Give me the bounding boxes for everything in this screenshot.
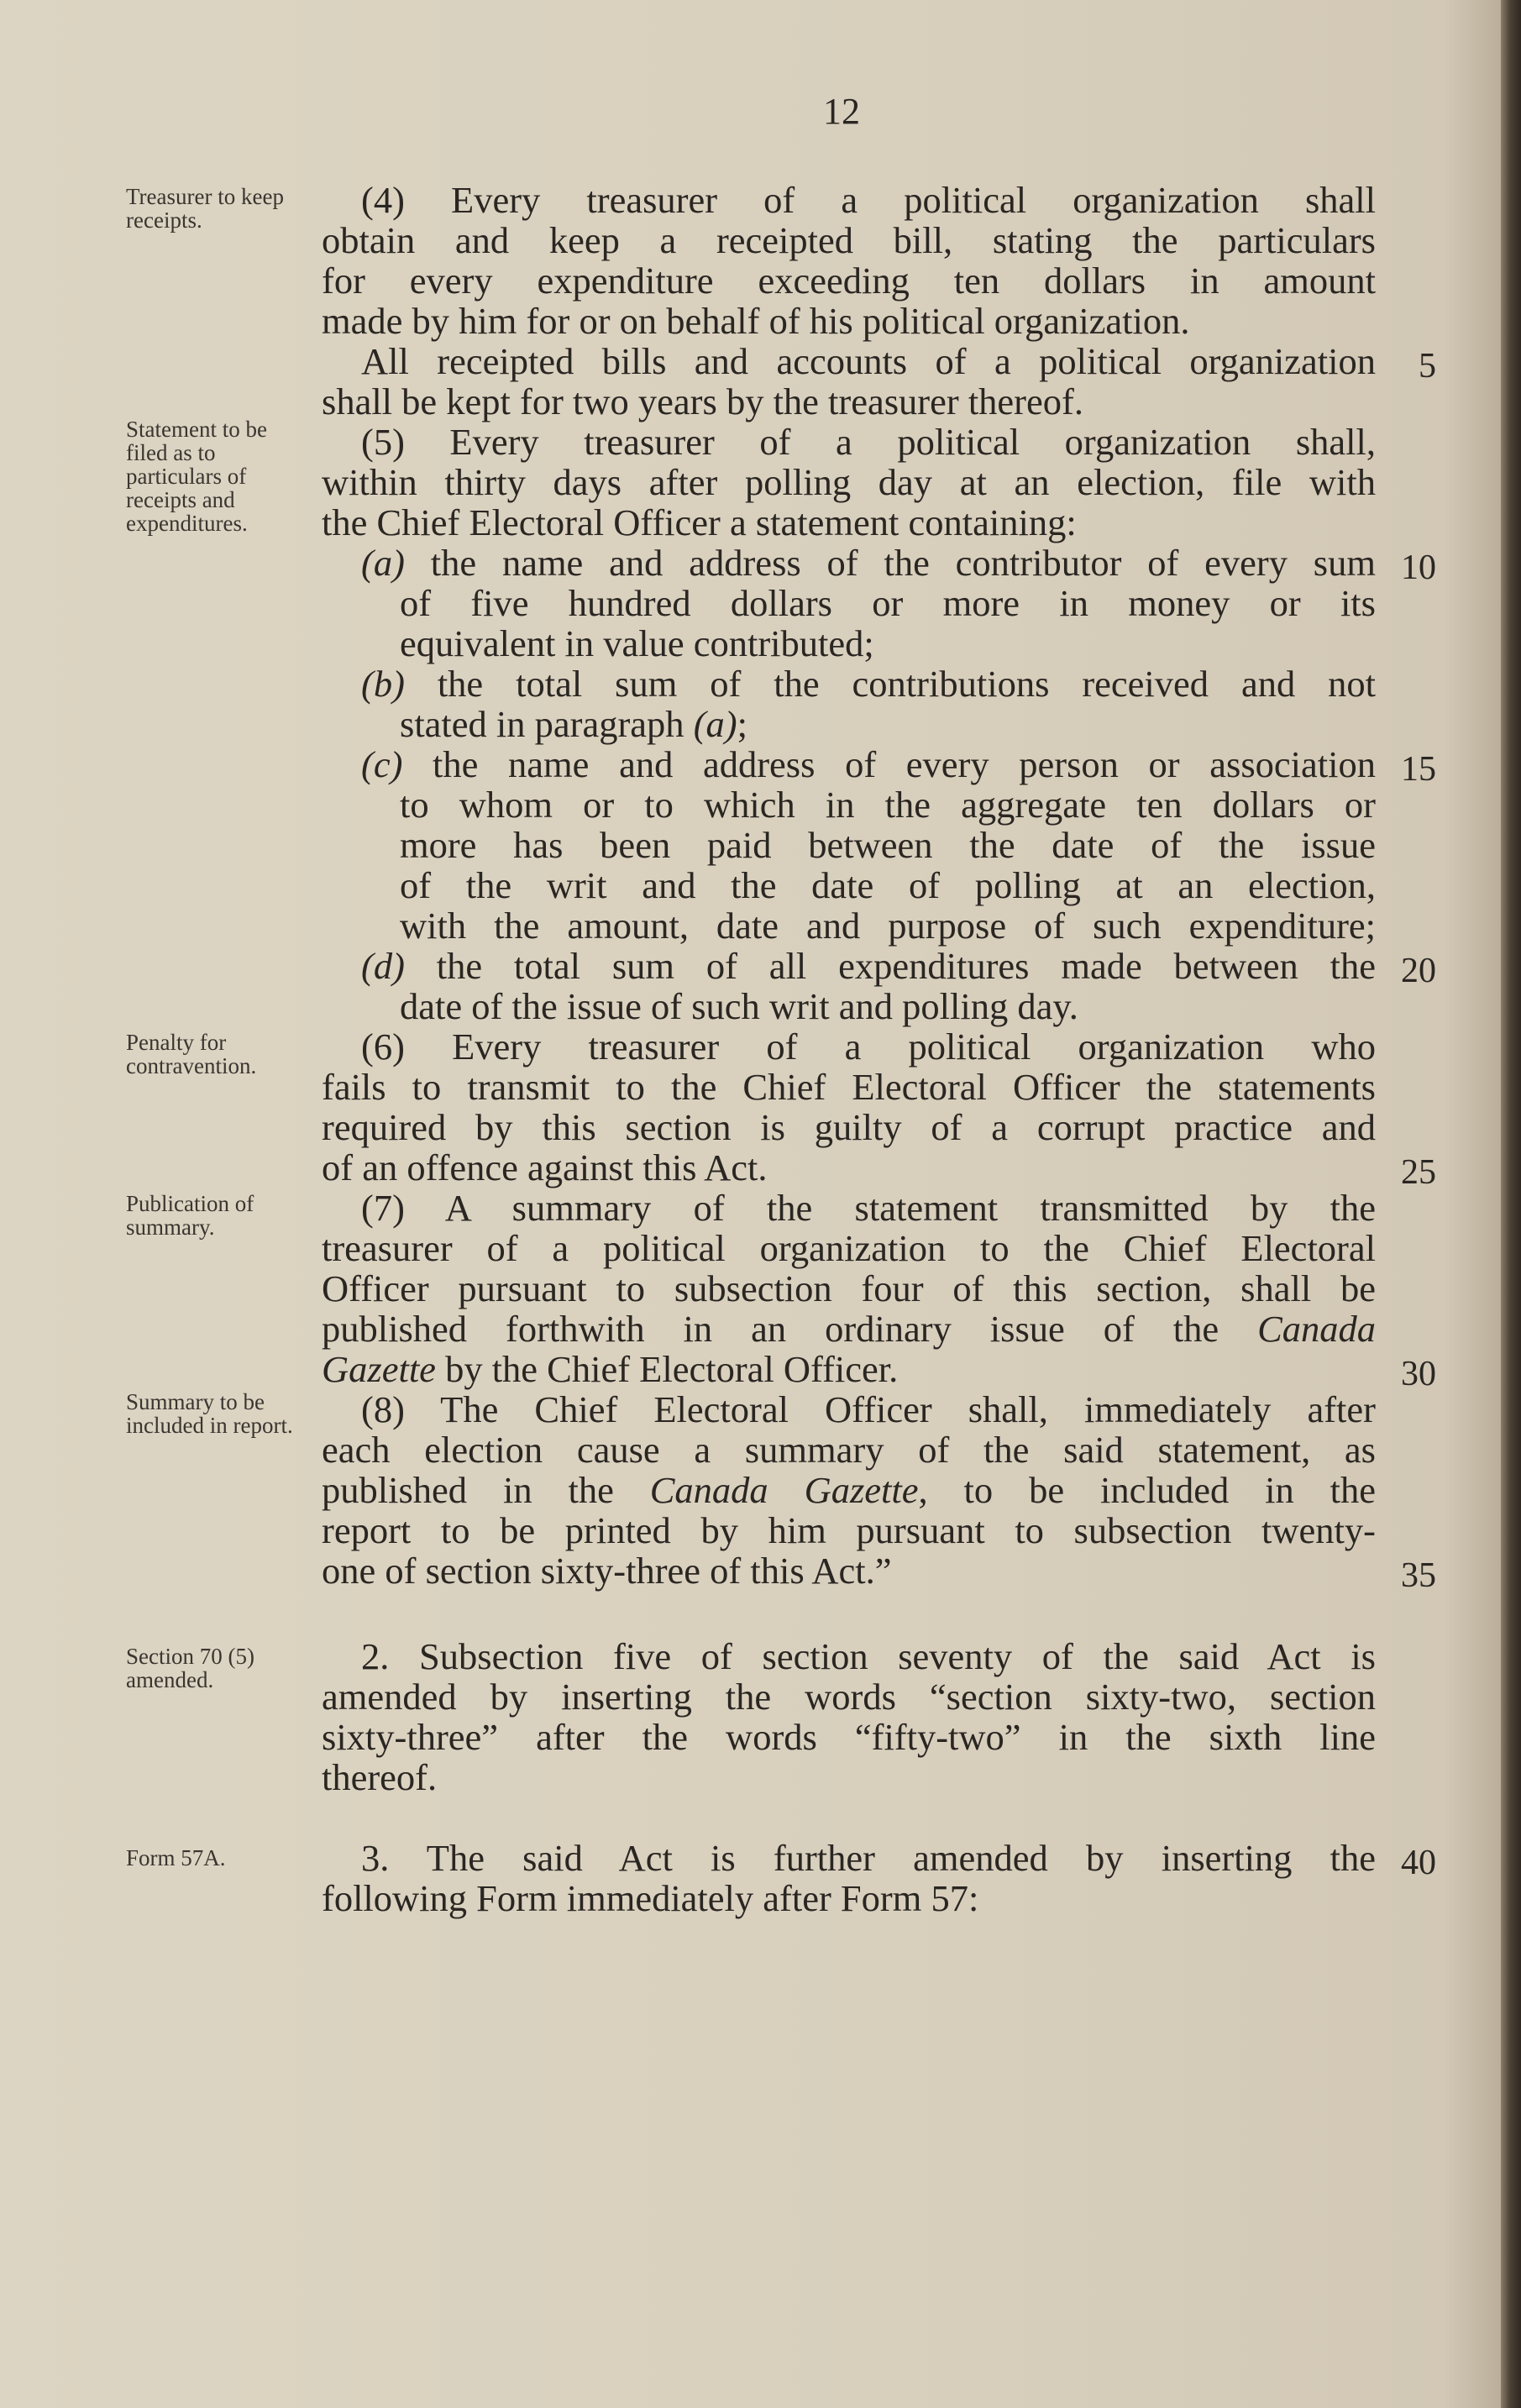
body-line: stated in paragraph (a); (400, 703, 747, 745)
body-line: date of the issue of such writ and polling day. (400, 985, 1078, 1027)
body-line: All receipted bills and accounts of a political organization (361, 340, 1376, 382)
body-line-paragraph-c: (c) the name and address of every person or association (361, 743, 1376, 785)
body-line: (6) Every treasurer of a political organization who (361, 1026, 1376, 1068)
body-line: the Chief Electoral Officer a statement containing: (322, 501, 1077, 543)
line-number: 20 (1401, 952, 1436, 990)
margin-note-publication: Publication of summary. (126, 1191, 254, 1240)
body-line: following Form immediately after Form 57: (322, 1877, 979, 1919)
body-line: (7) A summary of the statement transmitted by the (361, 1187, 1376, 1229)
body-line: made by him for or on behalf of his political organization. (322, 300, 1190, 342)
body-line: published forthwith in an ordinary issue of the Canada (322, 1308, 1376, 1350)
body-line-paragraph-b: (b) the total sum of the contributions received and not (361, 663, 1376, 705)
body-line: report to be printed by him pursuant to subsection twenty- (322, 1509, 1376, 1551)
body-line: (8) The Chief Electoral Officer shall, immediately after (361, 1388, 1376, 1430)
margin-note-summary-report: Summary to be included in report. (126, 1389, 293, 1438)
body-line: of an offence against this Act. (322, 1146, 768, 1188)
margin-note-treasurer-receipts: Treasurer to keep receipts. (126, 184, 284, 233)
body-line: each election cause a summary of the said statement, as (322, 1429, 1376, 1471)
body-line: more has been paid between the date of the issue (400, 824, 1376, 866)
body-line: treasurer of a political organization to the Chief Electoral (322, 1227, 1376, 1269)
page-edge-shadow (1501, 0, 1521, 2408)
body-line-section-2: 2. Subsection five of section seventy of the said Act is (361, 1635, 1376, 1677)
line-number: 40 (1401, 1844, 1436, 1882)
body-line: within thirty days after polling day at an election, file with (322, 461, 1376, 503)
body-line: with the amount, date and purpose of such expenditure; (400, 905, 1376, 947)
body-line-paragraph-a: (a) the name and address of the contributor of every sum (361, 542, 1376, 584)
margin-note-form-57a: Form 57A. (126, 1845, 226, 1870)
body-line: required by this section is guilty of a corrupt practice and (322, 1106, 1376, 1148)
margin-note-section-70: Section 70 (5) amended. (126, 1644, 254, 1692)
body-line: obtain and keep a receipted bill, stating the particulars (322, 219, 1376, 261)
body-line: (4) Every treasurer of a political organization shall (361, 179, 1376, 221)
line-number: 25 (1401, 1153, 1436, 1192)
body-line: equivalent in value contributed; (400, 622, 874, 664)
line-number: 35 (1401, 1556, 1436, 1595)
body-line: Officer pursuant to subsection four of this section, shall be (322, 1267, 1376, 1309)
body-line: shall be kept for two years by the treasurer thereof. (322, 380, 1083, 422)
body-line: to whom or to which in the aggregate ten dollars or (400, 784, 1376, 826)
body-line-paragraph-d: (d) the total sum of all expenditures made between the (361, 945, 1376, 987)
line-number: 30 (1401, 1355, 1436, 1393)
body-line-section-3: 3. The said Act is further amended by inserting the (361, 1837, 1376, 1879)
body-line: one of section sixty-three of this Act.” (322, 1550, 892, 1592)
body-line: thereof. (322, 1756, 438, 1798)
line-number: 10 (1401, 548, 1436, 587)
body-line: published in the Canada Gazette, to be included in the (322, 1469, 1377, 1511)
body-line: fails to transmit to the Chief Electoral Officer the statements (322, 1066, 1376, 1108)
body-line: amended by inserting the words “section sixty-two, section (322, 1676, 1376, 1718)
body-line: Gazette by the Chief Electoral Officer. (322, 1348, 899, 1390)
page-number: 12 (823, 91, 860, 132)
body-line: sixty-three” after the words “fifty-two” in the sixth line (322, 1716, 1376, 1758)
line-number: 15 (1401, 750, 1436, 789)
body-line: for every expenditure exceeding ten dollars in amount (322, 260, 1376, 302)
margin-note-penalty: Penalty for contravention. (126, 1030, 257, 1078)
body-line: of the writ and the date of polling at an election, (400, 864, 1376, 906)
body-line: (5) Every treasurer of a political organization shall, (361, 421, 1376, 463)
margin-note-statement-filed: Statement to be filed as to particulars of receipts and expenditures. (126, 417, 267, 536)
body-line: of five hundred dollars or more in money or its (400, 582, 1376, 624)
line-number: 5 (1419, 347, 1436, 386)
